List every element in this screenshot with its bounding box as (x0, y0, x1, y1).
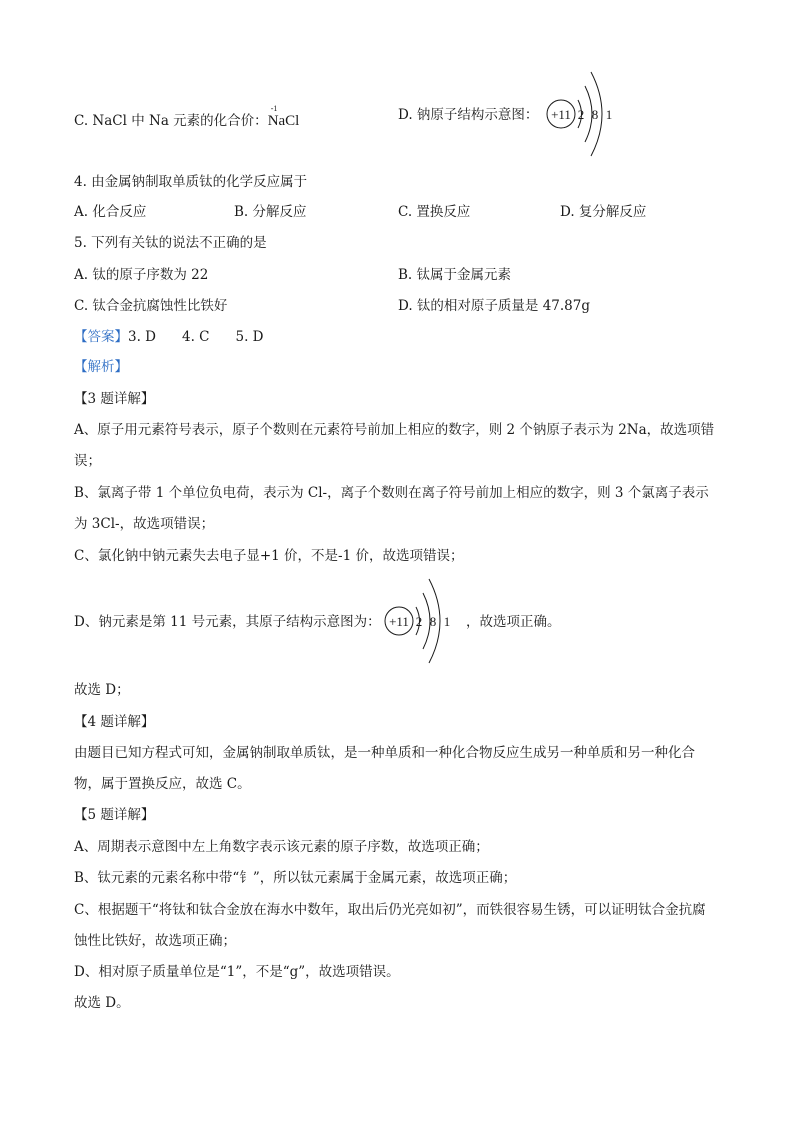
shell-3-count: 1 (605, 107, 613, 122)
q5-option-a: A. 钛的原子序数为 22 (74, 267, 209, 283)
q5-option-c: C. 钛合金抗腐蚀性比铁好 (74, 298, 228, 314)
detail3-d-prefix: D、钠元素是第 11 号元素，其原子结构示意图为： (74, 614, 381, 630)
detail4-heading: 【4 题详解】 (74, 714, 155, 730)
shell-2-count: 8 (591, 107, 599, 122)
sodium-atom-diagram-2 (383, 573, 463, 669)
detail3-b-line1: B、氯离子带 1 个单位负电荷，表示为 Cl-，离子个数则在离子符号前加上相应的数字，则 3 个氯离子表示 (74, 485, 709, 501)
formula-text: NaCl (267, 113, 300, 129)
q3-option-d (398, 106, 538, 124)
answer-item-4: 4. C (182, 329, 210, 345)
detail5-heading: 【5 题详解】 (74, 807, 155, 823)
nacl-formula (268, 106, 300, 130)
detail5-b-line: B、钛元素的元素名称中带“钅”，所以钛元素属于金属元素，故选项正确； (74, 870, 517, 886)
detail5-c-line2: 蚀性比铁好，故选项正确； (74, 933, 236, 949)
detail3-heading: 【3 题详解】 (74, 391, 155, 407)
q3-option-c (74, 106, 299, 130)
detail3-a-line1: A、原子用元素符号表示，原子个数则在元素符号前加上相应的数字，则 2 个钠原子表示为 2Na，故选项错 (74, 422, 715, 438)
detail5-d-line: D、相对原子质量单位是“1”，不是“g”，故选项错误。 (74, 964, 400, 980)
shell-1-count: 2 (577, 107, 585, 122)
q4-option-b: B. 分解反应 (234, 204, 307, 220)
detail4-line2: 物，属于置换反应，故选 C。 (74, 776, 251, 792)
sodium-atom-diagram (545, 66, 625, 162)
shell-2-1-count: 2 (415, 614, 423, 629)
detail3-conclusion: 故选 D； (74, 682, 130, 698)
q3-option-d-text: D. 钠原子结构示意图： (398, 107, 539, 123)
analysis-label: 【解析】 (74, 359, 128, 375)
q4-stem: 4. 由金属钠制取单质钛的化学反应属于 (74, 174, 308, 190)
q4-option-d: D. 复分解反应 (560, 204, 647, 220)
q5-option-b: B. 钛属于金属元素 (398, 267, 512, 283)
nucleus-label: +11 (551, 107, 571, 122)
q4-option-a: A. 化合反应 (74, 204, 147, 220)
answer-item-5: 5. D (235, 329, 264, 345)
detail4-line1: 由题目已知方程式可知，金属钠制取单质钛，是一种单质和一种化合物反应生成另一种单质和另一种化合 (74, 745, 695, 761)
shell-2-3-count: 1 (443, 614, 451, 629)
answer-line (74, 328, 264, 346)
answer-label: 【答案】 (74, 329, 128, 345)
q5-stem: 5. 下列有关钛的说法不正确的是 (74, 235, 267, 251)
detail3-a-line2: 误； (74, 453, 101, 469)
detail5-conclusion: 故选 D。 (74, 995, 130, 1011)
q4-option-c: C. 置换反应 (398, 204, 471, 220)
answer-item-3: 3. D (128, 329, 156, 345)
detail5-a-line: A、周期表示意图中左上角数字表示该元素的原子序数，故选项正确； (74, 839, 489, 855)
charge-label: -1 (270, 104, 278, 113)
detail3-d-suffix: ，故选项正确。 (466, 614, 561, 630)
shell-2-2-count: 8 (429, 614, 437, 629)
detail3-c-line: C、氯化钠中钠元素失去电子显+1 价，不是-1 价，故选项错误； (74, 548, 464, 564)
q5-option-d: D. 钛的相对原子质量是 47.87g (398, 298, 591, 314)
detail5-c-line1: C、根据题干“将钛和钛合金放在海水中数年，取出后仍光亮如初”，而铁很容易生锈，可以证明钛合金抗腐 (74, 902, 706, 918)
q3-option-c-text: C. NaCl 中 Na 元素的化合价： (74, 113, 268, 129)
nucleus-label-2: +11 (389, 614, 409, 629)
detail3-b-line2: 为 3Cl-，故选项错误； (74, 516, 215, 532)
